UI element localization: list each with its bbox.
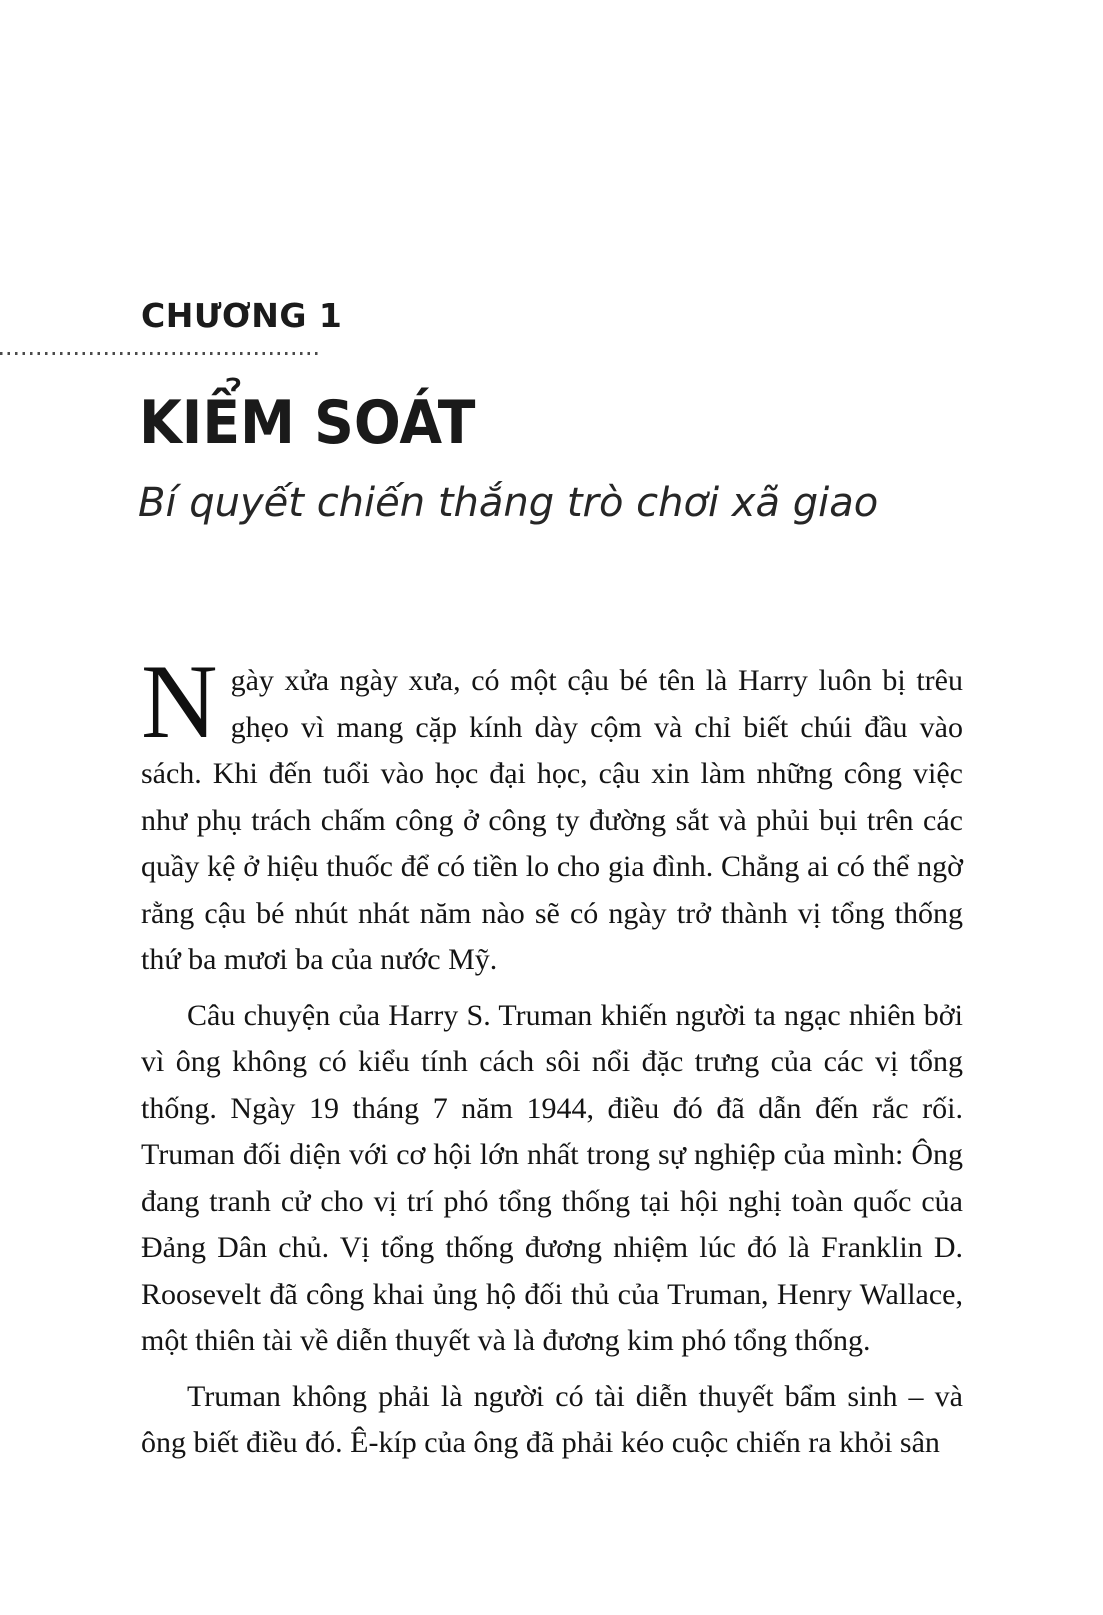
chapter-body [141, 643, 963, 1467]
paragraph [141, 643, 963, 984]
paragraph-text: gày xửa ngày xưa, có một cậu bé tên là Harry luôn bị trêu ghẹo vì mang cặp kính dày cộm và chỉ biết chúi đầu vào sách. Khi đến tuổi vào học đại học, cậu xin làm những công việc như phụ trách chấm công ở công ty đường sắt và phủi bụi trên các quầy kệ ở hiệu thuốc để có tiền lo cho gia đình. Chẳng ai có thể ngờ rằng cậu bé nhút nhát năm nào sẽ có ngày trở thành vị tổng thống thứ ba mươi ba của nước Mỹ. [141, 664, 963, 976]
drop-cap: N [141, 643, 218, 760]
chapter-title: KIỂM SOÁT [139, 388, 476, 458]
chapter-label: CHƯƠNG 1 [141, 296, 343, 335]
dotted-divider [0, 352, 320, 355]
chapter-subtitle: Bí quyết chiến thắng trò chơi xã giao [138, 480, 879, 526]
paragraph: Câu chuyện của Harry S. Truman khiến người ta ngạc nhiên bởi vì ông không có kiểu tính cách sôi nổi đặc trưng của các vị tổng thống. Ngày 19 tháng 7 năm 1944, điều đó đã dẫn đến rắc rối. Truman đối diện với cơ hội lớn nhất trong sự nghiệp của mình: Ông đang tranh cử cho vị trí phó tổng thống tại hội nghị toàn quốc của Đảng Dân chủ. Vị tổng thống đương nhiệm lúc đó là Franklin D. Roosevelt đã công khai ủng hộ đối thủ của Truman, Henry Wallace, một thiên tài về diễn thuyết và là đương kim phó tổng thống. [141, 998, 963, 1357]
paragraph: Truman không phải là người có tài diễn thuyết bẩm sinh – và ông biết điều đó. Ê-kíp của ông đã phải kéo cuộc chiến ra khỏi sân [141, 1379, 963, 1459]
